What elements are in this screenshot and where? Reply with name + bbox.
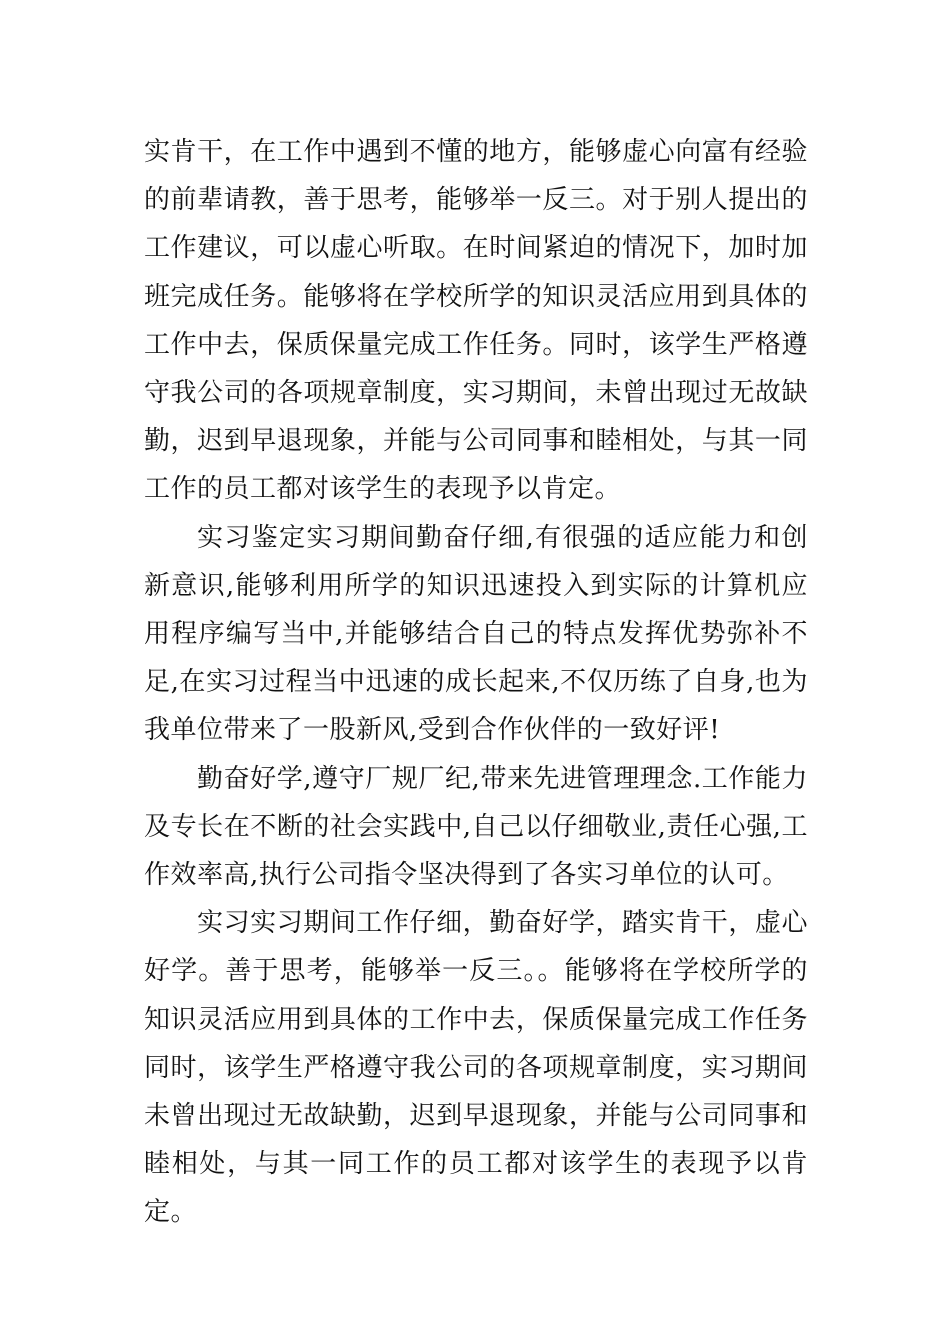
paragraph-2: 实习鉴定实习期间勤奋仔细,有很强的适应能力和创新意识,能够利用所学的知识迅速投入到实际的计算机应用程序编写当中,并能够结合自己的特点发挥优势弥补不足,在实习过程当中迅速的成长起来,不仅历练了自身,也为我单位带来了一股新风,受到合作伙伴的一致好评! bbox=[144, 522, 808, 746]
paragraph-1: 实肯干，在工作中遇到不懂的地方，能够虚心向富有经验的前辈请教，善于思考，能够举一反三。对于别人提出的工作建议，可以虚心听取。在时间紧迫的情况下，加时加班完成任务。能够将在学校所学的知识灵活应用到具体的工作中去，保质保量完成工作任务。同时，该学生严格遵守我公司的各项规章制度，实习期间，未曾出现过无故缺勤，迟到早退现象，并能与公司同事和睦相处，与其一同工作的员工都对该学生的表现予以肯定。 bbox=[144, 137, 808, 505]
paragraph-3: 勤奋好学,遵守厂规厂纪,带来先进管理理念.工作能力及专长在不断的社会实践中,自己以仔细敬业,责任心强,工作效率高,执行公司指令坚决得到了各实习单位的认可。 bbox=[144, 763, 808, 891]
paragraph-4: 实习实习期间工作仔细，勤奋好学，踏实肯干，虚心好学。善于思考，能够举一反三。。能够将在学校所学的知识灵活应用到具体的工作中去，保质保量完成工作任务同时，该学生严格遵守我公司的各项规章制度，实习期间未曾出现过无故缺勤，迟到早退现象，并能与公司同事和睦相处，与其一同工作的员工都对该学生的表现予以肯定。 bbox=[144, 908, 808, 1228]
document-body bbox=[144, 128, 808, 1237]
